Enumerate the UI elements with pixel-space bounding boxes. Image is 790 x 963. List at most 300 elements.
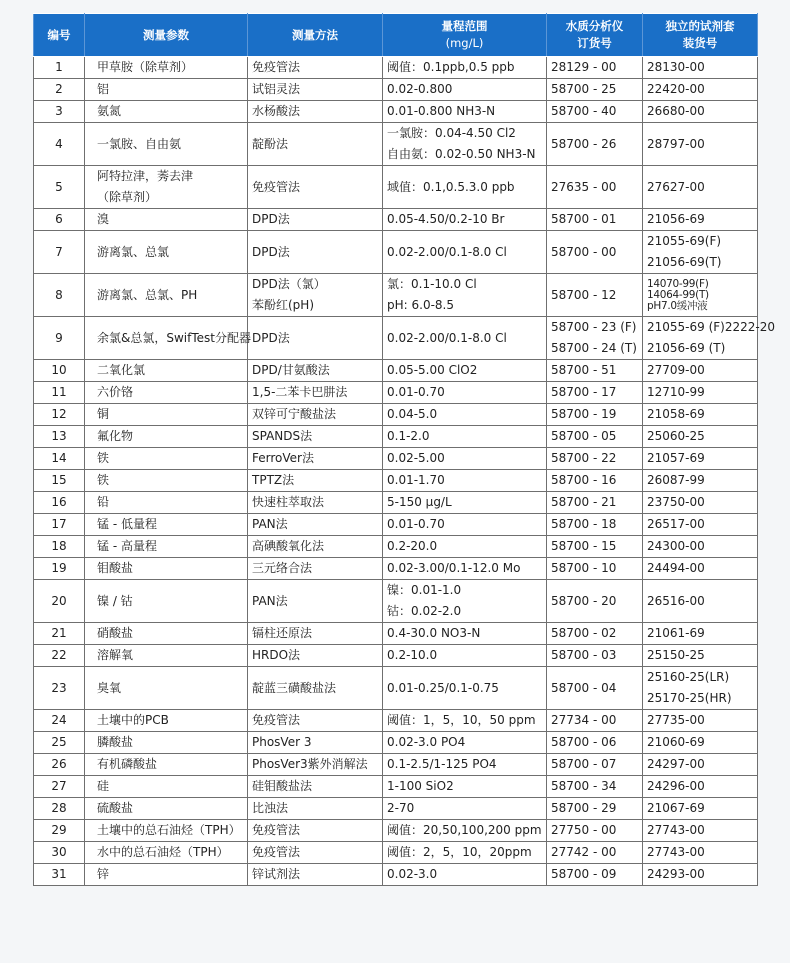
table-row <box>34 360 758 382</box>
cell-method-line: 1,5-二苯卡巴肼法 <box>252 385 348 399</box>
cell-range <box>383 776 547 798</box>
cell-method-line: 锌试剂法 <box>252 867 301 881</box>
cell-method <box>248 404 383 426</box>
cell-param-line: 土壤中的PCB <box>97 713 169 727</box>
cell-range <box>383 57 547 79</box>
cell-range <box>383 101 547 123</box>
cell-kit <box>643 558 758 580</box>
cell-kit-line: 21057-69 <box>647 451 705 465</box>
cell-param <box>85 166 248 209</box>
cell-kit <box>643 667 758 710</box>
cell-method <box>248 667 383 710</box>
cell-kit-line: 27709-00 <box>647 363 705 377</box>
cell-order-line: 58700 - 29 <box>551 801 617 815</box>
table-row <box>34 57 758 79</box>
cell-method <box>248 864 383 886</box>
table-row <box>34 514 758 536</box>
cell-order-line: 58700 - 19 <box>551 407 617 421</box>
cell-no: 7 <box>34 231 85 274</box>
cell-range-line: 氯：0.1-10.0 Cl <box>387 277 477 291</box>
cell-order <box>547 57 643 79</box>
cell-method <box>248 710 383 732</box>
cell-range-line: 0.1-2.0 <box>387 429 430 443</box>
cell-kit <box>643 536 758 558</box>
cell-no: 22 <box>34 645 85 667</box>
cell-order <box>547 426 643 448</box>
cell-range-line: 1-100 SiO2 <box>387 779 454 793</box>
cell-param-line: 溴 <box>97 212 110 226</box>
cell-order <box>547 558 643 580</box>
cell-kit <box>643 57 758 79</box>
cell-method-line: 快速柱萃取法 <box>252 495 325 509</box>
cell-range <box>383 623 547 645</box>
cell-order-line: 58700 - 51 <box>551 363 617 377</box>
cell-range <box>383 404 547 426</box>
table-row <box>34 710 758 732</box>
cell-method <box>248 580 383 623</box>
cell-method-line: 免疫管法 <box>252 713 301 727</box>
cell-range <box>383 426 547 448</box>
cell-param-line: （除草剂） <box>97 190 158 204</box>
reagent-table <box>33 13 775 886</box>
cell-method <box>248 776 383 798</box>
cell-kit-line: 26517-00 <box>647 517 705 531</box>
cell-method-line: 免疫管法 <box>252 179 301 194</box>
cell-method-line: 免疫管法 <box>252 845 301 859</box>
cell-kit-line: 21056-69 <box>647 212 705 226</box>
cell-order-line: 58700 - 03 <box>551 648 617 662</box>
cell-method-line: 苯酚红(pH) <box>252 298 315 312</box>
cell-range <box>383 382 547 404</box>
table-body <box>34 57 775 886</box>
table-row <box>34 317 758 360</box>
cell-method-line: 靛酚法 <box>252 136 289 151</box>
cell-range-line: 0.01-0.25/0.1-0.75 <box>387 680 499 695</box>
cell-no: 26 <box>34 754 85 776</box>
cell-param-line: 二氧化氯 <box>97 363 146 377</box>
cell-method <box>248 317 383 360</box>
cell-kit-line: 14070-99(F) <box>647 277 709 290</box>
cell-param <box>85 231 248 274</box>
cell-kit <box>643 710 758 732</box>
cell-order-line: 27734 - 00 <box>551 713 617 727</box>
cell-order-line: 28129 - 00 <box>551 60 617 74</box>
cell-range <box>383 209 547 231</box>
cell-kit-line: 21056-69 (T) <box>647 341 726 355</box>
cell-param-line: 锌 <box>97 867 110 881</box>
cell-order <box>547 776 643 798</box>
cell-param <box>85 623 248 645</box>
cell-order <box>547 710 643 732</box>
cell-no: 20 <box>34 580 85 623</box>
cell-kit-line: 24293-00 <box>647 867 705 881</box>
cell-method-line: 硅钼酸盐法 <box>252 779 313 793</box>
cell-no: 5 <box>34 166 85 209</box>
table-header <box>34 14 758 57</box>
cell-param-line: 六价铬 <box>97 385 134 399</box>
cell-method-line: TPTZ法 <box>252 473 295 487</box>
cell-kit <box>643 123 758 166</box>
table-row <box>34 470 758 492</box>
table-row <box>34 623 758 645</box>
cell-method <box>248 732 383 754</box>
table-row <box>34 842 758 864</box>
cell-method-line: DPD法 <box>252 244 290 259</box>
cell-order-line: 27750 - 00 <box>551 823 617 837</box>
cell-method-line: 水杨酸法 <box>252 104 301 118</box>
cell-range <box>383 514 547 536</box>
cell-kit <box>643 623 758 645</box>
cell-range-line: 镍：0.01-1.0 <box>387 583 462 597</box>
cell-param-line: 氨氮 <box>97 104 122 118</box>
cell-method <box>248 645 383 667</box>
cell-param-line: 硅 <box>97 779 110 793</box>
cell-kit <box>643 79 758 101</box>
cell-no: 8 <box>34 274 85 317</box>
cell-order-line: 58700 - 34 <box>551 779 617 793</box>
cell-kit <box>643 776 758 798</box>
cell-range-line: 0.02-5.00 <box>387 451 445 465</box>
cell-method-line: HRDO法 <box>252 648 301 662</box>
cell-param-line: 有机磷酸盐 <box>97 757 158 771</box>
cell-range <box>383 317 547 360</box>
cell-method-line: 免疫管法 <box>252 60 301 74</box>
cell-kit <box>643 231 758 274</box>
cell-order <box>547 101 643 123</box>
cell-param-line: 膦酸盐 <box>97 735 134 749</box>
cell-param-line: 臭氧 <box>97 680 122 695</box>
cell-method <box>248 470 383 492</box>
cell-method-line: DPD法 <box>252 330 290 345</box>
cell-order-line: 58700 - 04 <box>551 680 617 695</box>
cell-param-line: 氟化物 <box>97 429 134 443</box>
cell-order <box>547 404 643 426</box>
table-row <box>34 754 758 776</box>
cell-param <box>85 123 248 166</box>
cell-order-line: 58700 - 01 <box>551 212 617 226</box>
cell-range <box>383 360 547 382</box>
table-row <box>34 732 758 754</box>
cell-method-line: 靛蓝三磺酸盐法 <box>252 680 337 695</box>
table-row <box>34 123 758 166</box>
cell-kit-line: 12710-99 <box>647 385 705 399</box>
cell-method <box>248 514 383 536</box>
cell-range <box>383 558 547 580</box>
cell-kit-line: 27743-00 <box>647 823 705 837</box>
cell-range <box>383 864 547 886</box>
cell-param-line: 游离氯、总氯、PH <box>97 287 198 302</box>
cell-kit-line: 27735-00 <box>647 713 705 727</box>
cell-range <box>383 798 547 820</box>
cell-method <box>248 448 383 470</box>
header-kit: 独立的试剂套 装货号 <box>643 14 758 57</box>
cell-kit <box>643 274 758 317</box>
cell-kit <box>643 209 758 231</box>
cell-order <box>547 231 643 274</box>
cell-range-line: 0.01-1.70 <box>387 473 445 487</box>
cell-method-line: 免疫管法 <box>252 823 301 837</box>
header-method: 测量方法 <box>248 14 383 57</box>
cell-no: 21 <box>34 623 85 645</box>
cell-order-line: 58700 - 26 <box>551 136 617 151</box>
cell-kit-line: 23750-00 <box>647 495 705 509</box>
cell-order <box>547 166 643 209</box>
cell-range <box>383 645 547 667</box>
cell-kit-line: 21060-69 <box>647 735 705 749</box>
reagent-table-container <box>33 13 775 886</box>
cell-no: 10 <box>34 360 85 382</box>
cell-order-line: 58700 - 24 (T) <box>551 341 637 355</box>
table-row <box>34 667 758 710</box>
cell-order <box>547 514 643 536</box>
cell-kit-line: 25170-25(HR) <box>647 691 732 705</box>
cell-method-line: PhosVer3紫外消解法 <box>252 757 368 771</box>
cell-range <box>383 842 547 864</box>
cell-method-line: 比浊法 <box>252 801 289 815</box>
header-param: 测量参数 <box>85 14 248 57</box>
cell-method <box>248 382 383 404</box>
cell-param <box>85 209 248 231</box>
cell-range <box>383 754 547 776</box>
cell-range <box>383 123 547 166</box>
cell-kit-line: 25060-25 <box>647 429 705 443</box>
cell-range-line: 钴：0.02-2.0 <box>387 604 462 618</box>
cell-no: 28 <box>34 798 85 820</box>
cell-param <box>85 776 248 798</box>
cell-method-line: PhosVer 3 <box>252 735 312 749</box>
cell-range <box>383 580 547 623</box>
cell-kit-line: 26516-00 <box>647 593 705 608</box>
cell-range <box>383 710 547 732</box>
cell-range <box>383 492 547 514</box>
cell-no: 17 <box>34 514 85 536</box>
cell-kit <box>643 317 775 360</box>
cell-range-line: 0.02-0.800 <box>387 82 453 96</box>
cell-param-line: 硫酸盐 <box>97 801 134 815</box>
cell-param-line: 铝 <box>97 82 110 96</box>
cell-kit <box>643 864 758 886</box>
cell-kit-line: 22420-00 <box>647 82 705 96</box>
table-row <box>34 776 758 798</box>
cell-order <box>547 645 643 667</box>
cell-param <box>85 798 248 820</box>
cell-no: 6 <box>34 209 85 231</box>
cell-order <box>547 536 643 558</box>
cell-param-line: 铁 <box>97 473 110 487</box>
cell-method-line: DPD/甘氨酸法 <box>252 363 330 377</box>
cell-method-line: 镉柱还原法 <box>252 626 313 640</box>
cell-param <box>85 274 248 317</box>
cell-range-line: 0.1-2.5/1-125 PO4 <box>387 757 497 771</box>
header-no: 编号 <box>34 14 85 57</box>
table-row <box>34 426 758 448</box>
cell-param <box>85 710 248 732</box>
cell-param <box>85 864 248 886</box>
cell-range-line: 0.02-3.00/0.1-12.0 Mo <box>387 561 521 575</box>
cell-order <box>547 360 643 382</box>
cell-order-line: 58700 - 40 <box>551 104 617 118</box>
cell-kit-line: 24296-00 <box>647 779 705 793</box>
cell-method <box>248 842 383 864</box>
cell-range-line: 0.4-30.0 NO3-N <box>387 626 481 640</box>
cell-range <box>383 166 547 209</box>
cell-order <box>547 667 643 710</box>
cell-param <box>85 448 248 470</box>
cell-param-line: 甲草胺（除草剂） <box>97 60 194 74</box>
table-row <box>34 166 758 209</box>
cell-param-line: 一氯胺、自由氨 <box>97 136 182 151</box>
cell-kit <box>643 820 758 842</box>
cell-order-line: 58700 - 21 <box>551 495 617 509</box>
cell-order-line: 58700 - 00 <box>551 244 617 259</box>
cell-kit-line: 24300-00 <box>647 539 705 553</box>
cell-method <box>248 209 383 231</box>
cell-order <box>547 79 643 101</box>
cell-param <box>85 645 248 667</box>
cell-param-line: 阿特拉津，莠去津 <box>97 169 194 183</box>
cell-kit <box>643 470 758 492</box>
cell-no: 2 <box>34 79 85 101</box>
cell-range-line: 阈值：1，5，10，50 ppm <box>387 713 536 727</box>
cell-range <box>383 470 547 492</box>
cell-order-line: 58700 - 17 <box>551 385 617 399</box>
table-row <box>34 448 758 470</box>
cell-param <box>85 558 248 580</box>
cell-order <box>547 470 643 492</box>
table-row <box>34 864 758 886</box>
cell-method-line: DPD法 <box>252 212 290 226</box>
cell-order-line: 58700 - 06 <box>551 735 617 749</box>
cell-range <box>383 274 547 317</box>
cell-order <box>547 842 643 864</box>
cell-order <box>547 123 643 166</box>
table-row <box>34 209 758 231</box>
table-row <box>34 101 758 123</box>
cell-kit <box>643 382 758 404</box>
cell-range-line: 一氯胺：0.04-4.50 Cl2 <box>387 126 516 140</box>
cell-param <box>85 470 248 492</box>
cell-range-line: 0.01-0.800 NH3-N <box>387 104 496 118</box>
cell-param <box>85 580 248 623</box>
cell-range-line: 自由氨：0.02-0.50 NH3-N <box>387 147 536 161</box>
cell-method <box>248 492 383 514</box>
cell-method <box>248 820 383 842</box>
table-row <box>34 231 758 274</box>
cell-param <box>85 404 248 426</box>
cell-order-line: 58700 - 02 <box>551 626 617 640</box>
cell-param-line: 余氯&总氯，SwifTest分配器 <box>97 330 251 345</box>
cell-range <box>383 667 547 710</box>
cell-param-line: 铁 <box>97 451 110 465</box>
cell-method <box>248 79 383 101</box>
cell-param <box>85 820 248 842</box>
cell-kit <box>643 798 758 820</box>
cell-range <box>383 448 547 470</box>
cell-kit <box>643 732 758 754</box>
cell-order <box>547 209 643 231</box>
cell-order-line: 58700 - 23 (F) <box>551 320 637 334</box>
cell-kit-line: 28797-00 <box>647 136 705 151</box>
cell-no: 13 <box>34 426 85 448</box>
cell-order <box>547 580 643 623</box>
cell-param-line: 钼酸盐 <box>97 561 134 575</box>
cell-range <box>383 231 547 274</box>
cell-no: 1 <box>34 57 85 79</box>
cell-kit <box>643 166 758 209</box>
cell-kit <box>643 360 758 382</box>
cell-kit-line: pH7.0缓冲液 <box>647 299 708 312</box>
cell-method-line: 高碘酸氧化法 <box>252 539 325 553</box>
cell-method <box>248 536 383 558</box>
cell-method <box>248 360 383 382</box>
cell-range-line: 0.2-10.0 <box>387 648 438 662</box>
cell-no: 4 <box>34 123 85 166</box>
cell-order-line: 58700 - 20 <box>551 593 617 608</box>
cell-param-line: 锰 - 低量程 <box>97 517 157 531</box>
cell-order <box>547 623 643 645</box>
cell-kit-line: 21058-69 <box>647 407 705 421</box>
cell-param <box>85 667 248 710</box>
cell-no: 24 <box>34 710 85 732</box>
cell-kit <box>643 426 758 448</box>
cell-no: 25 <box>34 732 85 754</box>
cell-order <box>547 732 643 754</box>
table-row <box>34 820 758 842</box>
cell-param-line: 水中的总石油烃（TPH） <box>97 845 229 859</box>
cell-param <box>85 536 248 558</box>
cell-range-line: 0.02-3.0 <box>387 867 438 881</box>
cell-kit <box>643 580 758 623</box>
table-row <box>34 492 758 514</box>
cell-no: 31 <box>34 864 85 886</box>
cell-no: 19 <box>34 558 85 580</box>
cell-method-line: 试铝灵法 <box>252 82 301 96</box>
cell-range-line: 0.04-5.0 <box>387 407 438 421</box>
cell-param <box>85 514 248 536</box>
cell-order <box>547 274 643 317</box>
cell-no: 23 <box>34 667 85 710</box>
cell-method <box>248 123 383 166</box>
cell-kit-line: 25150-25 <box>647 648 705 662</box>
cell-param <box>85 101 248 123</box>
table-row <box>34 274 758 317</box>
cell-method <box>248 166 383 209</box>
cell-kit-line: 26680-00 <box>647 104 705 118</box>
cell-param-line: 镍 / 钴 <box>97 593 133 608</box>
cell-order <box>547 492 643 514</box>
cell-order-line: 58700 - 25 <box>551 82 617 96</box>
header-order: 水质分析仪 订货号 <box>547 14 643 57</box>
cell-kit-line: 21061-69 <box>647 626 705 640</box>
cell-method <box>248 101 383 123</box>
cell-method-line: PAN法 <box>252 593 288 608</box>
cell-no: 9 <box>34 317 85 360</box>
cell-range-line: 0.01-0.70 <box>387 385 445 399</box>
cell-kit <box>643 842 758 864</box>
cell-order-line: 58700 - 18 <box>551 517 617 531</box>
cell-kit <box>643 101 758 123</box>
cell-range-line: 0.02-2.00/0.1-8.0 Cl <box>387 330 507 345</box>
table-row <box>34 645 758 667</box>
cell-kit-line: 21056-69(T) <box>647 255 722 269</box>
table-row <box>34 798 758 820</box>
table-row <box>34 558 758 580</box>
cell-kit-line: 21055-69 (F)2222-20 <box>647 320 775 334</box>
cell-param-line: 溶解氧 <box>97 648 134 662</box>
cell-no: 14 <box>34 448 85 470</box>
table-row <box>34 580 758 623</box>
cell-order-line: 58700 - 07 <box>551 757 617 771</box>
